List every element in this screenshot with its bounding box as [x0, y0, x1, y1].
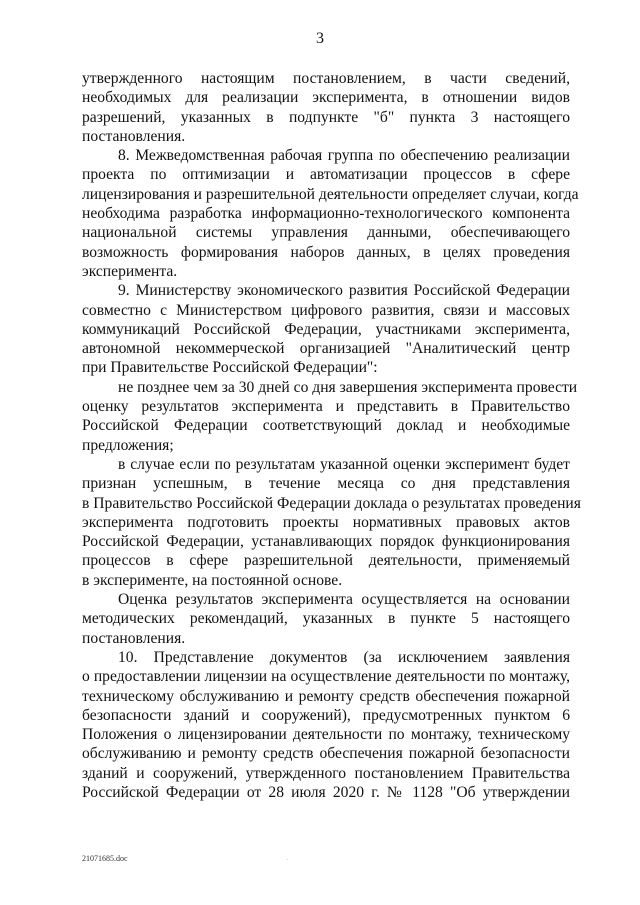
- text-line: признан успешным, в течение месяца со дня представления: [82, 475, 570, 493]
- footer-mark: .: [287, 856, 289, 862]
- text-line: зданий и сооружений, утвержденного постановлением Правительства: [82, 764, 570, 782]
- text-line: оценку результатов эксперимента и представить в Правительство: [82, 398, 570, 416]
- text-line: Российской Федерации соответствующий доклад и необходимые: [82, 417, 570, 435]
- text-line: возможность формирования наборов данных, в целях проведения: [82, 243, 570, 261]
- text-line: 8. Межведомственная рабочая группа по обеспечению реализации: [118, 147, 570, 165]
- text-line: утвержденного настоящим постановлением, в части сведений,: [82, 70, 570, 87]
- text-line: автономной некоммерческой организацией "Аналитический центр: [82, 340, 570, 358]
- text-line: Российской Федерации, устанавливающих порядок функционирования: [82, 533, 570, 551]
- text-line: безопасности зданий и сооружений), предусмотренных пунктом 6: [82, 706, 570, 724]
- text-line: национальной системы управления данными, обеспечивающего: [82, 224, 570, 242]
- text-line: предложения;: [82, 436, 174, 454]
- page-number: 3: [316, 30, 324, 47]
- text-line: необходимых для реализации эксперимента, в отношении видов: [82, 89, 570, 107]
- text-line: эксперимента.: [82, 262, 178, 280]
- text-line: о предоставлении лицензии на осуществление деятельности по монтажу,: [82, 668, 570, 686]
- text-line: методических рекомендаций, указанных в пункте 5 настоящего: [82, 610, 570, 628]
- text-line: лицензирования и разрешительной деятельности определяет случаи, когда: [82, 185, 579, 203]
- text-line: 10. Представление документов (за исключением заявления: [118, 648, 570, 666]
- text-line: не позднее чем за 30 дней со дня завершения эксперимента провести: [118, 378, 578, 396]
- text-line: 9. Министерству экономического развития Российской Федерации: [118, 282, 570, 300]
- text-line: при Правительстве Российской Федерации":: [82, 359, 378, 377]
- text-line: в случае если по результатам указанной оценки эксперимент будет: [118, 455, 570, 473]
- text-line: в Правительство Российской Федерации доклада о результатах проведения: [82, 494, 581, 512]
- text-line: Оценка результатов эксперимента осуществляется на основании: [118, 591, 570, 609]
- text-line: обслуживанию и ремонту средств обеспечения пожарной безопасности: [82, 745, 570, 763]
- text-line: разрешений, указанных в подпункте "б" пункта 3 настоящего: [82, 108, 570, 126]
- text-line: Положения о лицензировании деятельности по монтажу, техническому: [82, 726, 570, 744]
- text-line: совместно с Министерством цифрового развития, связи и массовых: [82, 301, 570, 319]
- text-line: проекта по оптимизации и автоматизации процессов в сфере: [82, 166, 570, 184]
- text-line: Российской Федерации от 28 июля 2020 г. № 1128 "Об утверждении: [82, 783, 570, 801]
- text-line: постановления.: [82, 127, 186, 145]
- text-line: процессов в сфере разрешительной деятельности, применяемый: [82, 552, 570, 570]
- text-line: коммуникаций Российской Федерации, участниками эксперимента,: [82, 320, 570, 338]
- text-line: постановления.: [82, 629, 186, 647]
- document-code: 21071685.doc: [82, 854, 128, 863]
- text-line: необходима разработка информационно-технологического компонента: [82, 205, 570, 223]
- text-line: эксперимента подготовить проекты нормативных правовых актов: [82, 513, 570, 531]
- text-line: в эксперименте, на постоянной основе.: [82, 571, 343, 589]
- text-line: техническому обслуживанию и ремонту средств обеспечения пожарной: [82, 687, 570, 705]
- document-body: [82, 69, 581, 802]
